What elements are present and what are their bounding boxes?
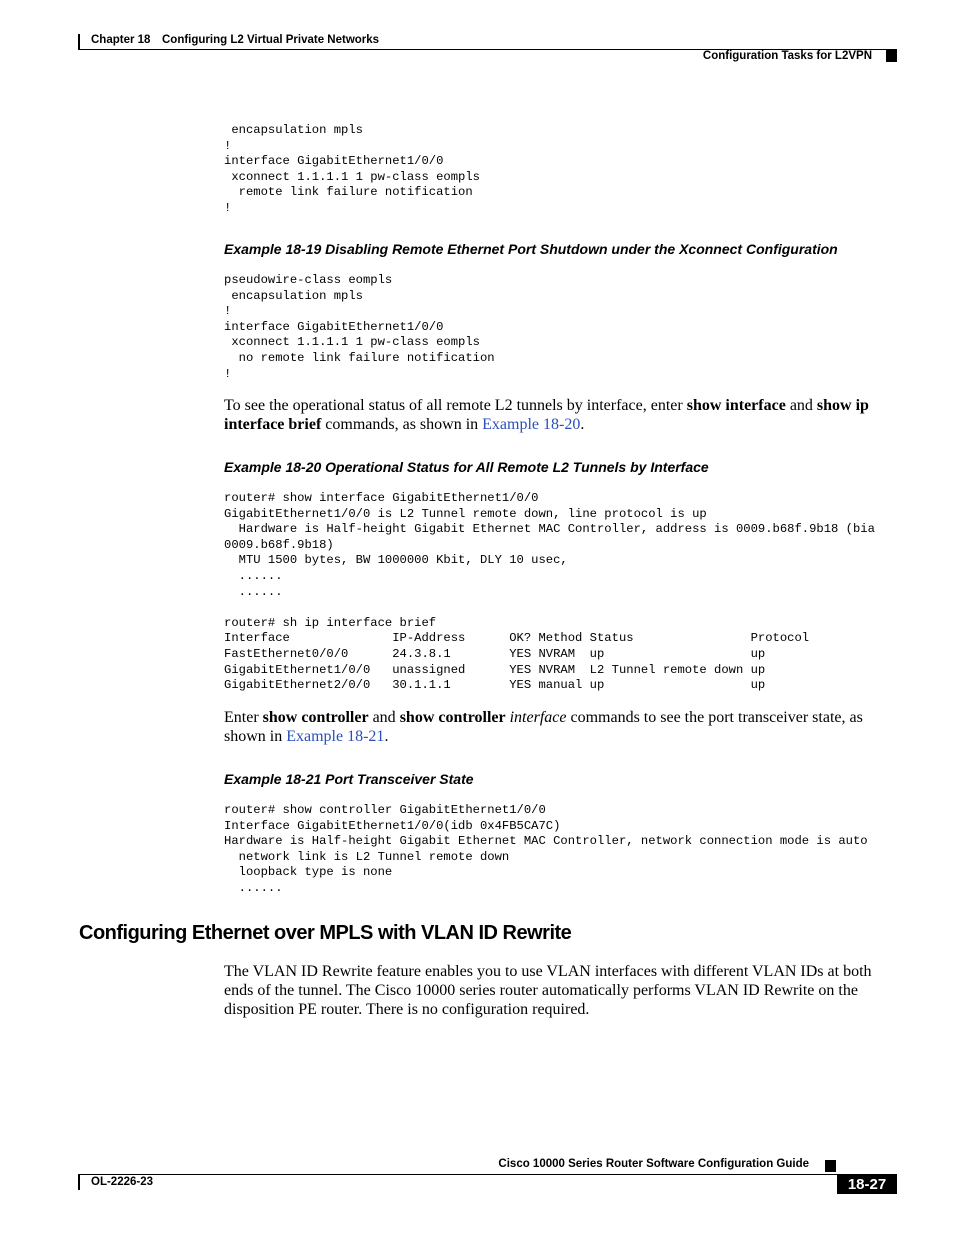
example-19-code: [224, 273, 495, 382]
paragraph-transceiver: [224, 708, 888, 746]
example-20-code: [224, 491, 875, 694]
code-lines: pseudowire-class eompls encapsulation mpls ! interface GigabitEthernet1/0/0 xconnect 1.1.1.1 1 pw-class eompls no remote link failure notification !: [224, 273, 495, 381]
text: Enter: [224, 709, 263, 726]
text: and: [785, 397, 817, 414]
command-bold: show ip interface brief: [224, 397, 869, 433]
example-21-caption: Example 18-21 Port Transceiver State: [224, 771, 474, 787]
argument-italic: interface: [509, 709, 567, 726]
footer-doc-number: OL-2226-23: [91, 1176, 154, 1188]
code-block-1: [224, 123, 480, 217]
text: commands, as shown in: [321, 416, 483, 433]
header-black-block: [886, 50, 897, 62]
example-20-caption: Example 18-20 Operational Status for All Remote L2 Tunnels by Interface: [224, 459, 709, 475]
footer-rule: [78, 1174, 897, 1175]
header-section: Configuration Tasks for L2VPN: [702, 50, 872, 62]
command-bold: show controller: [262, 709, 369, 726]
footer-black-block: [825, 1160, 836, 1172]
code-lines: router# show controller GigabitEthernet1/0/0 Interface GigabitEthernet1/0/0(idb 0x4FB5CA7C) Hardware is Half-height Gigabit Ethernet MAC Controller, network connection mode is auto network link is L2 Tunnel remote down loopback type is none ......: [224, 803, 868, 895]
page-number-badge: 18-27: [837, 1175, 897, 1194]
example-19-caption: Example 18-19 Disabling Remote Ethernet Port Shutdown under the Xconnect Configuration: [224, 241, 838, 257]
header-left-bar: [78, 34, 80, 50]
text: .: [384, 728, 389, 745]
footer-guide-title: Cisco 10000 Series Router Software Configuration Guide: [498, 1158, 809, 1170]
example-18-21-link[interactable]: Example 18-21: [286, 728, 385, 745]
example-21-code: [224, 803, 868, 897]
text: To see the operational status of all remote L2 tunnels by interface, enter: [224, 397, 687, 414]
text: .: [580, 416, 585, 433]
section-paragraph: The VLAN ID Rewrite feature enables you to use VLAN interfaces with different VLAN IDs at both ends of the tunnel. The Cisco 10000 series router automatically performs VLAN ID Rewrite on the disposition PE router. There is no configuration required.: [224, 963, 872, 1018]
command-bold: show interface: [686, 397, 786, 414]
code-lines: router# show interface GigabitEthernet1/0/0 GigabitEthernet1/0/0 is L2 Tunnel remote down, line protocol is up Hardware is Half-height Gigabit Ethernet MAC Controller, address is 0009.b68f.9b18 (bia 0009.b68f.9b18) MTU 1500 bytes, BW 1000000 Kbit, DLY 10 usec, ...... ...... router# sh ip interface brief Interface IP-Address OK? Method Status Protocol FastEthernet0/0/0 24.3.8.1 YES NVRAM up up GigabitEthernet1/0/0 unassigned YES NVRAM L2 Tunnel remote down up GigabitEthernet2/0/0 30.1.1.1 YES manual up up: [224, 491, 875, 693]
text: commands to see the port transceiver state, as shown in: [224, 709, 863, 745]
header-chapter: Chapter 18: [91, 34, 151, 46]
code-lines: encapsulation mpls ! interface GigabitEthernet1/0/0 xconnect 1.1.1.1 1 pw-class eompls remote link failure notification !: [224, 123, 480, 215]
example-18-20-link[interactable]: Example 18-20: [482, 416, 581, 433]
command-bold: show controller: [399, 709, 506, 726]
section-heading: Configuring Ethernet over MPLS with VLAN ID Rewrite: [79, 922, 572, 944]
text: and: [368, 709, 400, 726]
header-chapter-title: Configuring L2 Virtual Private Networks: [162, 34, 380, 46]
footer-left-bar: [78, 1174, 80, 1190]
paragraph-operational-status: [224, 396, 888, 434]
